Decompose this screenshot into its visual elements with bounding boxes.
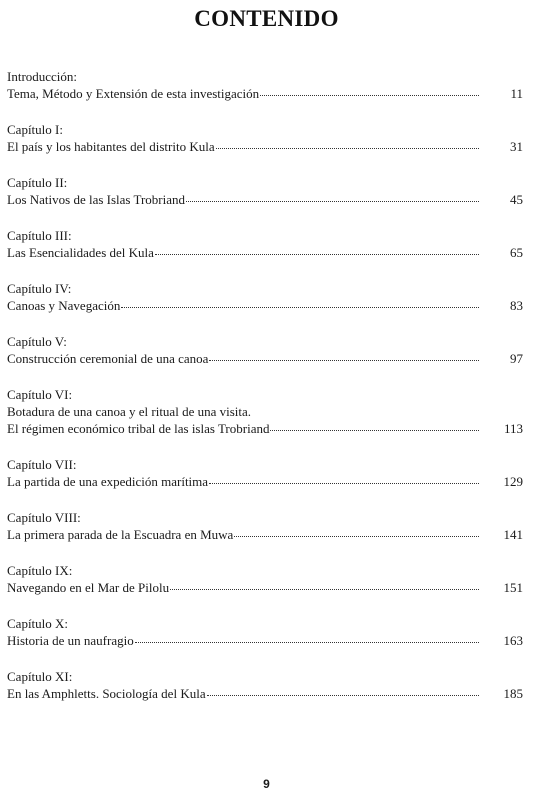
toc-page-number: 83 [510, 298, 523, 313]
toc-entry-line [7, 632, 523, 649]
toc-entry-title: Canoas y Navegación [7, 298, 121, 313]
toc-page-number: 163 [503, 633, 523, 648]
toc-entry [7, 280, 523, 314]
toc-entry-title: El régimen económico tribal de las islas Trobriand [7, 421, 270, 436]
toc-entry-heading: Capítulo VII: [7, 457, 77, 472]
toc-entry-heading: Capítulo III: [7, 228, 72, 243]
toc-page-number: 31 [510, 139, 523, 154]
dot-leader [186, 192, 479, 204]
toc-entry-title: Los Nativos de las Islas Trobriand [7, 192, 186, 207]
toc-page-number: 141 [503, 527, 523, 542]
toc-entry-title: Tema, Método y Extensión de esta investigación [7, 86, 260, 101]
toc-entry [7, 333, 523, 367]
toc-page-number: 129 [503, 474, 523, 489]
toc-entry-line [7, 526, 523, 543]
toc-page-number: 45 [510, 192, 523, 207]
dot-leader [270, 421, 479, 433]
toc-entry-heading: Capítulo VI: [7, 387, 73, 402]
toc-entry-heading: Capítulo IV: [7, 281, 72, 296]
page-number: 9 [263, 777, 270, 791]
toc-entry-heading: Capítulo XI: [7, 669, 73, 684]
toc-entry-heading: Capítulo V: [7, 334, 67, 349]
toc-entry [7, 121, 523, 155]
toc-page-number: 11 [510, 86, 523, 101]
dot-leader [260, 86, 479, 98]
toc-entry-line [7, 685, 523, 702]
toc-entry-heading: Capítulo IX: [7, 563, 73, 578]
toc-entry [7, 615, 523, 649]
toc-entry [7, 456, 523, 490]
toc-entry-line [7, 403, 523, 420]
toc-entry-line [7, 420, 523, 437]
toc-entry [7, 227, 523, 261]
toc-page-number: 97 [510, 351, 523, 366]
toc-entry-line [7, 350, 523, 367]
toc-entry-heading: Capítulo X: [7, 616, 69, 631]
dot-leader [209, 474, 479, 486]
toc-entry-line [7, 297, 523, 314]
toc-entry [7, 668, 523, 702]
toc-entry-line [7, 244, 523, 261]
toc-entry [7, 386, 523, 437]
toc-entry-heading: Introducción: [7, 69, 78, 84]
toc-page-number: 113 [503, 421, 523, 436]
toc-entry-title: Navegando en el Mar de Pilolu [7, 580, 170, 595]
page-title: CONTENIDO [194, 6, 339, 31]
toc-entry-heading: Capítulo VIII: [7, 510, 81, 525]
toc-entry-title: La partida de una expedición marítima [7, 474, 209, 489]
toc-entry-line [7, 579, 523, 596]
toc-entry-title: El país y los habitantes del distrito Kula [7, 139, 215, 154]
toc-page-number: 65 [510, 245, 523, 260]
toc-entry-line [7, 191, 523, 208]
toc-entry [7, 562, 523, 596]
toc-entry-line [7, 138, 523, 155]
toc-entry-heading: Capítulo I: [7, 122, 63, 137]
table-of-contents [7, 68, 523, 702]
toc-page-number: 185 [503, 686, 523, 701]
dot-leader [155, 245, 479, 257]
dot-leader [207, 686, 479, 698]
toc-entry-title: Construcción ceremonial de una canoa [7, 351, 209, 366]
toc-entry-title: La primera parada de la Escuadra en Muwa [7, 527, 234, 542]
toc-entry-heading: Capítulo II: [7, 175, 68, 190]
dot-leader [121, 298, 479, 310]
toc-entry-title: En las Amphletts. Sociología del Kula [7, 686, 206, 701]
toc-page-number: 151 [503, 580, 523, 595]
dot-leader [234, 527, 479, 539]
toc-entry [7, 68, 523, 102]
toc-entry-line [7, 473, 523, 490]
dot-leader [216, 139, 479, 151]
toc-entry-title: Botadura de una canoa y el ritual de una visita. [7, 404, 252, 419]
toc-entry [7, 174, 523, 208]
dot-leader [209, 351, 479, 363]
toc-entry [7, 509, 523, 543]
toc-entry-title: Historia de un naufragio [7, 633, 134, 648]
dot-leader [170, 580, 479, 592]
toc-entry-title: Las Esencialidades del Kula [7, 245, 154, 260]
dot-leader [135, 633, 479, 645]
toc-entry-line [7, 85, 523, 102]
